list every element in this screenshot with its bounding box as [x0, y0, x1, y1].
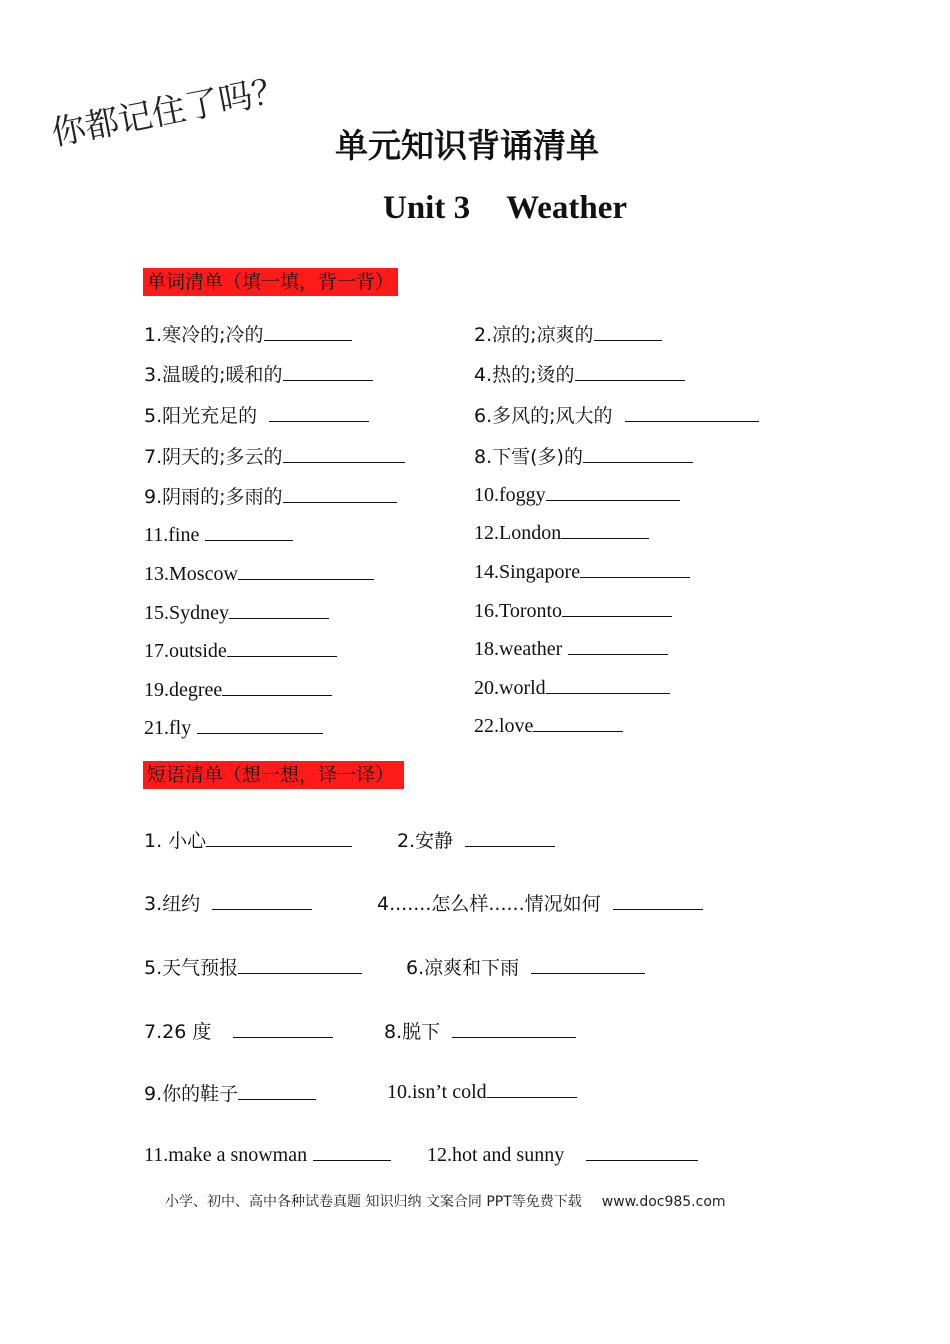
footer-site-link[interactable]: www.doc985.com: [601, 1194, 726, 1210]
word-item-3: 3.温暖的;暖和的: [144, 360, 373, 387]
phrase-item-10: 10.isn’t cold: [387, 1079, 577, 1104]
phrase-item-6: 6.凉爽和下雨: [406, 953, 645, 980]
phrases-section-label: 短语清单（想一想，译一译）: [143, 761, 404, 789]
word-item-16: 16.Toronto: [474, 598, 672, 623]
word-item-15: 15.Sydney: [144, 600, 329, 625]
footer: [165, 1191, 726, 1211]
phrase-item-5: 5.天气预报: [144, 953, 362, 980]
phrase-item-9: 9.你的鞋子: [144, 1079, 316, 1106]
word-item-1: 1.寒冷的;冷的: [144, 320, 352, 347]
unit-number: Unit 3: [383, 190, 471, 226]
word-item-2: 2.凉的;凉爽的: [474, 320, 662, 347]
word-item-4: 4.热的;烫的: [474, 360, 685, 387]
word-item-20: 20.world: [474, 675, 670, 700]
word-item-14: 14.Singapore: [474, 559, 690, 584]
phrase-item-3: 3.纽约: [144, 889, 312, 916]
words-section-label: 单词清单（填一填，背一背）: [143, 268, 398, 296]
word-item-12: 12.London: [474, 520, 649, 545]
slogan: 你都记住了吗？: [48, 69, 290, 155]
page-title: 单元知识背诵清单: [335, 126, 599, 165]
footer-text: 小学、初中、高中各种试卷真题 知识归纳 文案合同 PPT等免费下载: [165, 1194, 582, 1210]
phrase-item-11: 11.make a snowman: [144, 1142, 391, 1167]
word-item-17: 17.outside: [144, 638, 337, 663]
unit-title: [383, 190, 627, 227]
phrase-item-8: 8.脱下: [384, 1017, 576, 1044]
word-item-7: 7.阴天的;多云的: [144, 442, 405, 469]
word-item-10: 10.foggy: [474, 482, 680, 507]
word-item-9: 9.阴雨的;多雨的: [144, 482, 397, 509]
word-item-8: 8.下雪(多)的: [474, 442, 693, 469]
phrase-item-1: 1. 小心: [144, 826, 352, 853]
phrase-item-2: 2.安静: [397, 826, 555, 853]
word-item-22: 22.love: [474, 713, 623, 738]
phrase-item-4: 4.......怎么样......情况如何: [377, 889, 703, 916]
word-item-13: 13.Moscow: [144, 561, 374, 586]
word-item-18: 18.weather: [474, 636, 668, 661]
phrase-item-12: 12.hot and sunny: [427, 1142, 698, 1167]
word-item-19: 19.degree: [144, 677, 332, 702]
unit-name: Weather: [506, 190, 628, 226]
word-item-6: 6.多风的;风大的: [474, 401, 759, 428]
word-item-5: 5.阳光充足的: [144, 401, 369, 428]
word-item-21: 21.fly: [144, 715, 323, 740]
word-item-11: 11.fine: [144, 522, 293, 547]
phrase-item-7: 7.26 度: [144, 1017, 333, 1044]
